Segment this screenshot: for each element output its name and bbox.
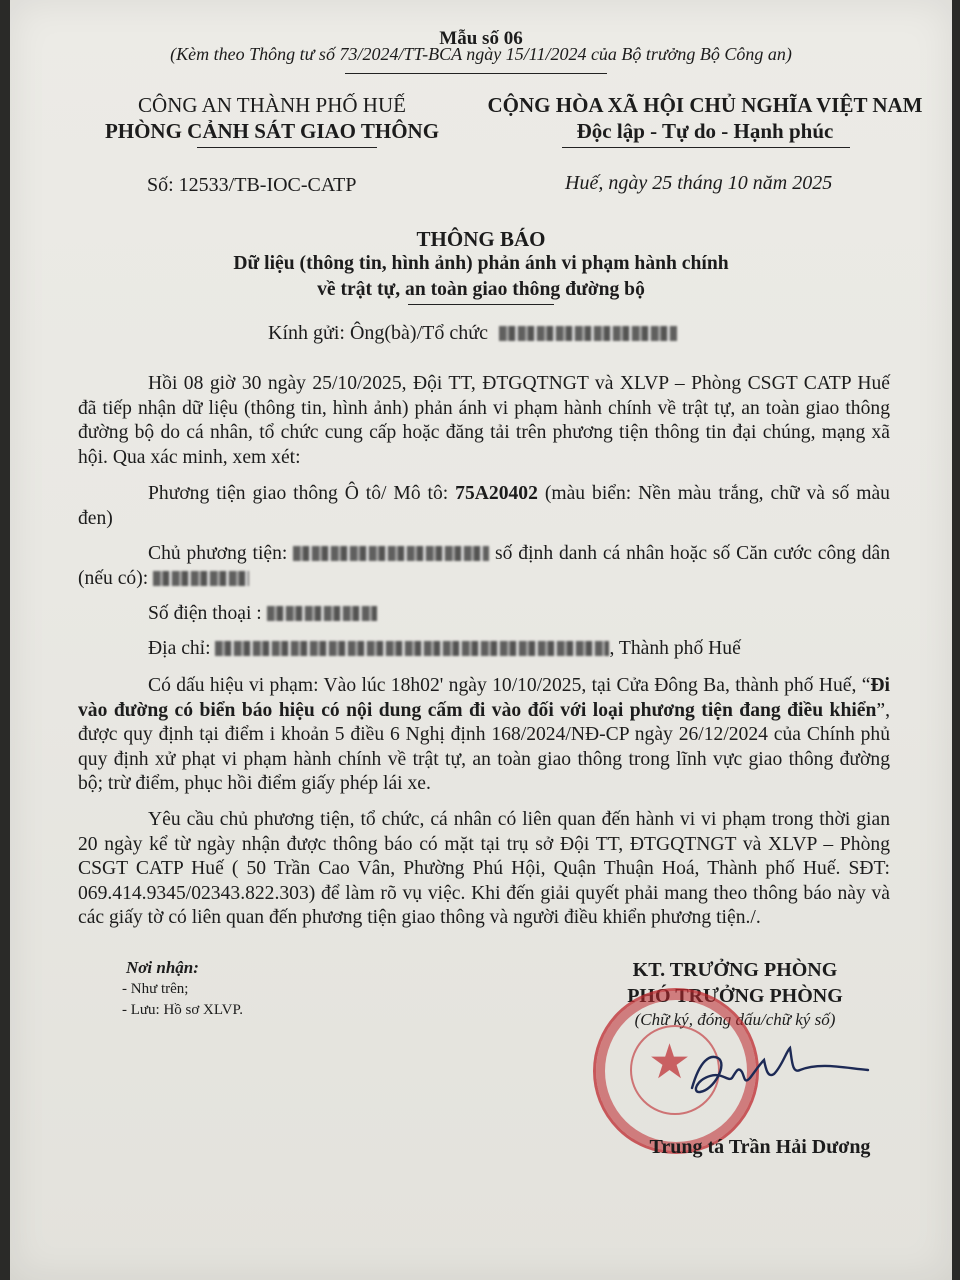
plate-color: (màu biển: Nền màu trắng, chữ và số màu đen) [78,483,890,529]
signature-title-1: KT. TRƯỞNG PHÒNG [632,959,838,981]
recipient-label: Kính gửi: Ông(bà)/Tổ chức [268,322,488,344]
recipients-label: Nơi nhận: [126,958,199,977]
document-subtitle-1: Dữ liệu (thông tin, hình ảnh) phản ánh vi phạm hành chính [233,253,729,274]
redacted-address [215,641,609,656]
paragraph-receipt: Hồi 08 giờ 30 ngày 25/10/2025, Đội TT, ĐTGQTNGT và XLVP – Phòng CSGT CATP Huế đã tiếp nhận dữ liệu (thông tin, hình ảnh) phản ánh vi phạm hành chính về trật tự, an toàn giao thông đường bộ do cá nhân, tổ chức cung cấp hoặc đăng tải trên phương tiện thông tin đại chúng, mạng xã hội. Qua xác minh, xem xét: [78,373,890,468]
signature-note: (Chữ ký, đóng dấu/chữ ký số) [634,1010,836,1029]
signer-name: Trung tá Trần Hải Dương [649,1136,871,1158]
document-page [10,0,952,1280]
recipient-item: - Lưu: Hồ sơ XLVP. [122,1002,243,1018]
handwritten-signature [670,1030,880,1110]
redacted-phone [267,606,377,621]
violation-legal-basis: ”, được quy định tại điểm i khoản 5 điều 6 Nghị định 168/2024/NĐ-CP ngày 26/12/2024 của Chính phủ quy định xử phạt vi phạm hành chính về trật tự, an toàn giao thông trong lĩnh vực giao thông đường bộ; trừ điểm, phục hồi điểm giấy phép lái xe. [78,699,890,795]
nation-name: CỘNG HÒA XÃ HỘI CHỦ NGHĨA VIỆT NAM [487,93,923,117]
document-title: THÔNG BÁO [416,227,546,251]
issuer-agency: CÔNG AN THÀNH PHỐ HUẾ [138,93,406,117]
owner-label: Chủ phương tiện: [148,543,294,564]
violation-intro: Có dấu hiệu vi phạm: Vào lúc 18h02' ngày 10/10/2025, tại Cửa Đông Ba, thành phố Huế, “ [148,675,871,696]
signature-title-2: PHÓ TRƯỞNG PHÒNG [627,985,843,1007]
paragraph-phone [78,602,890,627]
license-plate: 75A20402 [455,483,538,504]
issuer-rule [197,147,377,148]
star-icon: ★ [648,1036,692,1089]
address-label: Địa chỉ: [148,638,216,659]
address-city: , Thành phố Huế [609,638,741,659]
motto-rule [562,147,850,148]
document-number: Số: 12533/TB-IOC-CATP [147,174,357,196]
redacted-owner-id [153,571,249,586]
recipient-line [268,322,677,345]
header-rule [345,73,607,74]
violation-description: Đi vào đường có biển báo hiệu có nội dung cấm đi vào đối với loại phương tiện đang điều khiển [78,675,890,721]
paragraph-address [78,637,890,662]
issuer-department: PHÒNG CẢNH SÁT GIAO THÔNG [104,119,440,143]
owner-id-label: số định danh cá nhân hoặc số Căn cước công dân (nếu có): [78,543,890,589]
nation-motto: Độc lập - Tự do - Hạnh phúc [576,119,834,143]
redacted-owner-name [293,546,489,561]
document-subtitle-2: về trật tự, an toàn giao thông đường bộ [317,279,645,300]
paragraph-violation [78,674,890,797]
redacted-recipient [499,326,677,341]
recipient-item: - Như trên; [122,981,189,997]
title-rule [408,304,554,305]
paragraph-owner [78,542,890,591]
paragraph-request: Yêu cầu chủ phương tiện, tổ chức, cá nhân có liên quan đến hành vi vi phạm trong thời gian 20 ngày kể từ ngày nhận được thông báo có mặt tại trụ sở Đội TT, ĐTGQTNGT và XLVP – Phòng CSGT CATP Huế ( 50 Trần Cao Vân, Phường Phú Hội, Quận Thuận Hoá, Thành phố Huế. SĐT: 069.414.9345/02343.822.303) để làm rõ vụ việc. Khi đến giải quyết phải mang theo thông báo này và các giấy tờ có liên quan đến phương tiện giao thông và người điều khiển phương tiện./. [78,809,890,929]
form-attached-note: (Kèm theo Thông tư số 73/2024/TT-BCA ngày 15/11/2024 của Bộ trưởng Bộ Công an) [170,44,792,64]
phone-label: Số điện thoại : [148,603,262,624]
paragraph-vehicle [78,482,890,531]
form-number: Mẫu số 06 [439,28,523,49]
place-date: Huế, ngày 25 tháng 10 năm 2025 [565,172,833,194]
vehicle-label: Phương tiện giao thông Ô tô/ Mô tô: [148,483,456,504]
